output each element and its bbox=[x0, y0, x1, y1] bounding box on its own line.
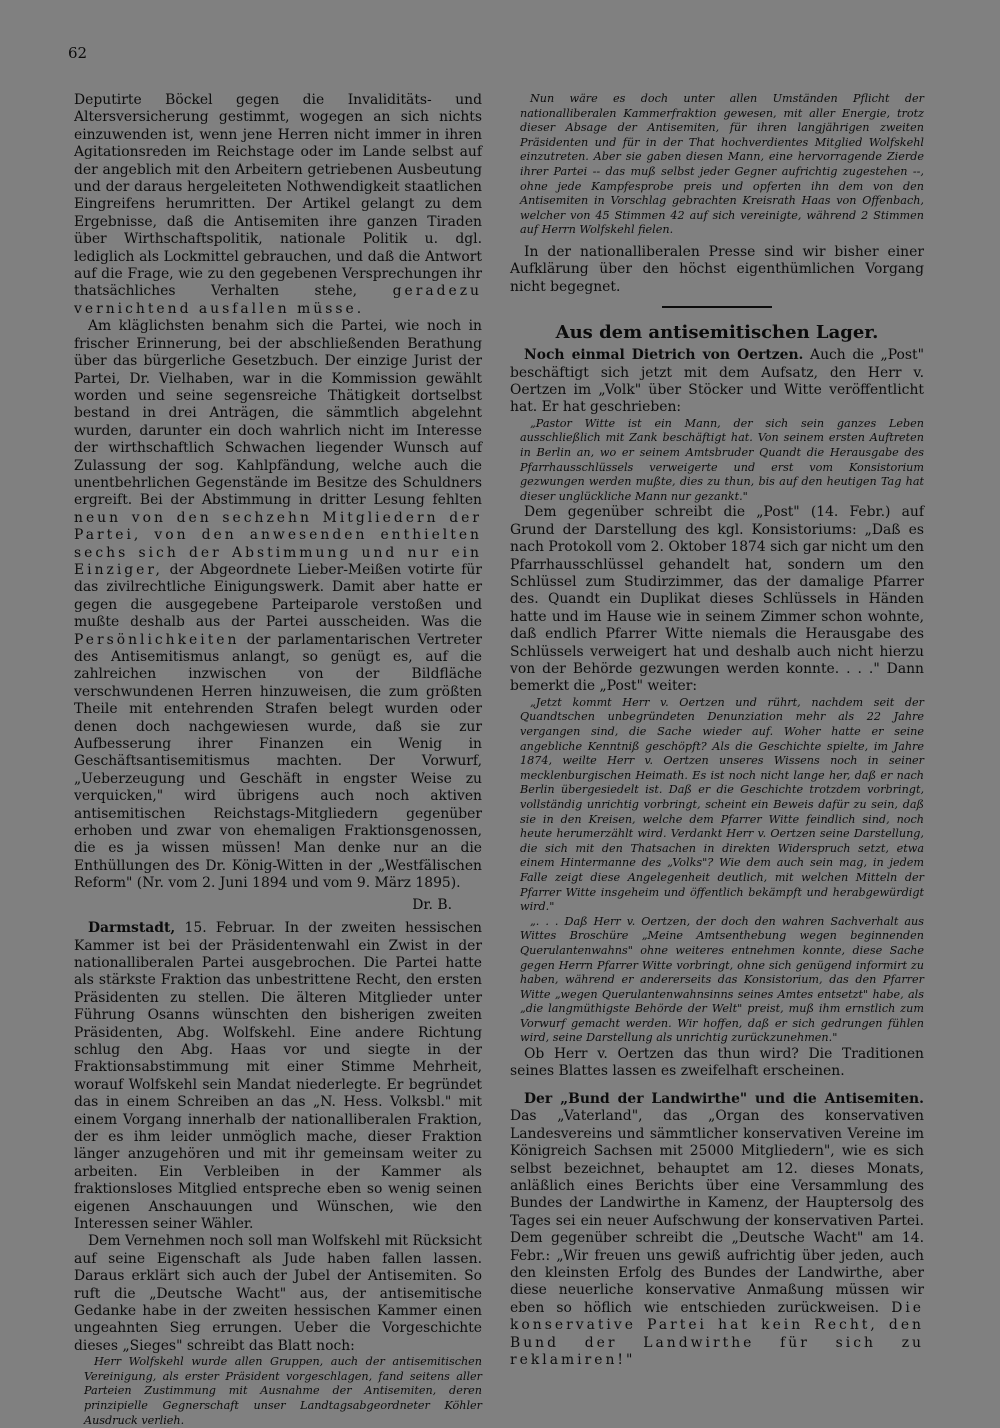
paragraph: Deputirte Böckel gegen die Invaliditäts- und Altersversicherung gestimmt, wogegen an sich nichts einzuwenden ist, wenn jene Herren nicht immer in ihren Agitationsreden im Reichstage oder im Lande selbst auf der angeblich mit den Arbeitern getriebenen Ausbeutung und der daraus hergeleiteten Nothwendigkeit staatlichen Eingreifens herumritten. Der Artikel gelangt zu dem Ergebnisse, daß die Antisemiten ihre ganzen Tiraden über Wirthschaftspolitik, nationale Politik u. dgl. lediglich als Lockmittel gebrauchen, und daß die Antwort auf die Frage, wie zu den gegebenen Versprechungen ihr thatsächliches Verhalten stehe, geradezu vernichtend ausfallen müsse. bbox=[74, 92, 482, 317]
divider bbox=[662, 306, 772, 308]
quotation: „Pastor Witte ist ein Mann, der sich sein ganzes Leben ausschließlich mit Zank beschäftigt hat. Von seinem ersten Auftreten in Berlin an, wo er seinem Amtsbruder Quandt die Herausgabe des Pfarrhausschlüssels verweigerte und erst vom Konsistorium gezwungen werden mußte, dies zu thun, bis auf den heutigen Tag hat dieser unglückliche Mann nur gezankt." bbox=[520, 416, 924, 503]
page-number: 62 bbox=[68, 44, 88, 62]
paragraph: In der nationalliberalen Presse sind wir bisher einer Aufklärung über den höchst eigenthümlichen Vorgang nicht begegnet. bbox=[510, 243, 924, 295]
paragraph: Darmstadt, 15. Februar. In der zweiten hessischen Kammer ist bei der Präsidentenwahl ein Zwist in der nationalliberalen Partei ausgebrochen. Die Partei hatte als stärkste Fraktion das unbestrittene Recht, den ersten Präsidenten zu stellen. Die älteren Mitglieder unter Führung Osanns wünschten den bisherigen zweiten Präsidenten, Abg. Wolfskehl. Eine andere Richtung schlug den Abg. Haas vor und siegte in der Fraktionsabstimmung mit einer Stimme Mehrheit, worauf Wolfskehl sein Mandat niederlegte. Er begründet das in einem Schreiben an das „N. Hess. Volksbl." mit einem Vorgang innerhalb der nationalliberalen Fraktion, der es ihm leider unmöglich mache, dieser Fraktion länger anzugehören und mit ihr gemeinsam weiter zu arbeiten. Ein Verbleiben in der Kammer als fraktionsloses Mitglied entspreche eben so wenig seinen eigenen Anschauungen und Wünschen, wie den Interessen seiner Wähler. bbox=[74, 920, 482, 1232]
paragraph: Am kläglichsten benahm sich die Partei, wie noch in frischer Erinnerung, bei der abschließenden Berathung über das bürgerliche Gesetzbuch. Der einzige Jurist der Partei, Dr. Vielhaben, war in die Kommission gewählt worden und seine segensreiche Thätigkeit dortselbst bestand in drei Anträgen, die sämmtlich abgelehnt wurden, darunter ein doch wahrlich nicht im Interesse der wirthschaftlich Schwachen liegender Wunsch auf Zulassung der sog. Kahlpfändung, welche auch die unentbehrlichen Gegenstände im Besitze des Schuldners ergreift. Bei der Abstimmung in dritter Lesung fehlten neun von den sechzehn Mitgliedern der Partei, von den anwesenden enthielten sechs sich der Abstimmung und nur ein Einziger, der Abgeordnete Lieber-Meißen votirte für das zivilrechtliche Einigungswerk. Damit aber hatte er gegen die ausgegebene Parteiparole verstoßen und mußte deshalb aus der Partei ausscheiden. Was die Persönlichkeiten der parlamentarischen Vertreter des Antisemitismus anlangt, so genügt es, auf die zahlreichen inzwischen von der Bildfläche verschwundenen Herren hinzuweisen, die zum größten Theile mit entehrenden Strafen belegt wurden oder denen doch nachgewiesen wurde, daß sie zur Aufbesserung ihrer Finanzen ein Wenig in Geschäftsantisemitismus machten. Der Vorwurf, „Ueberzeugung und Geschäft in engster Weise zu verquicken," wird übrigens auch noch aktiven antisemitischen Reichstags-Mitgliedern gegenüber erhoben und zwar von ehemaligen Fraktionsgenossen, die es ja wissen müssen! Man denke nur an die Enthüllungen des Dr. König-Witten in der „Westfälischen Reform" (Nr. vom 2. Juni 1894 und vom 9. März 1895). bbox=[74, 318, 482, 892]
section-heading: Aus dem antisemitischen Lager. bbox=[555, 322, 879, 344]
article-heading: Der „Bund der Landwirthe" und die Antisemiten. bbox=[524, 1090, 924, 1107]
article-lead: Darmstadt, bbox=[88, 920, 176, 937]
paragraph: Dem Vernehmen noch soll man Wolfskehl mit Rücksicht auf seine Eigenschaft als Jude haben fallen lassen. Daraus erklärt sich auch der Jubel der Antisemiten. So ruft die „Deutsche Wacht" aus, der antisemitische Gedanke habe in der zweiten hessischen Kammer einen ungeahnten Sieg errungen. Ueber die Vorgeschichte dieses „Sieges" schreibt das Blatt noch: bbox=[74, 1233, 482, 1354]
article-heading: Noch einmal Dietrich von Oertzen. bbox=[524, 347, 804, 364]
right-column bbox=[510, 92, 924, 1369]
quotation: Herr Wolfskehl wurde allen Gruppen, auch der antisemitischen Vereinigung, als erster Präsident vorgeschlagen, fand seitens aller Parteien Zustimmung mit Ausnahme der Antisemiten, deren prinzipielle Gegnerschaft unser Landtagsabgeordneter Köhler Ausdruck verlieh. bbox=[84, 1355, 482, 1427]
quotation: Nun wäre es doch unter allen Umständen Pflicht der nationalliberalen Kammerfraktion gewesen, mit aller Energie, trotz dieser Absage der Antisemiten, für ihren langjährigen zweiten Präsidenten und für in der That hochverdientes Mitglied Wolfskehl einzutreten. Aber sie gaben diesen Mann, eine hervorragende Zierde ihrer Partei -- das muß selbst jeder Gegner aufrichtig zugestehen --, ohne jede Kampfesprobe preis und opferten ihn dem von den Antisemiten in Vorschlag gebrachten Kreisrath Haas von Offenbach, welcher von 45 Stimmen 42 auf sich vereinigte, während 2 Stimmen auf Herrn Wolfskehl fielen. bbox=[520, 92, 924, 237]
paragraph: Ob Herr v. Oertzen das thun wird? Die Traditionen seines Blattes lassen es zweifelhaft erscheinen. bbox=[510, 1046, 924, 1080]
paragraph: Noch einmal Dietrich von Oertzen. Auch die „Post" beschäftigt sich jetzt mit dem Aufsatz, den Herr v. Oertzen im „Volk" über Stöcker und Witte veröffentlicht hat. Er hat geschrieben: bbox=[510, 347, 925, 416]
paragraph: Dem gegenüber schreibt die „Post" (14. Febr.) auf Grund der Darstellung des kgl. Konsistoriums: „Daß es nach Protokoll vom 2. Oktober 1874 sich gar nicht um den Pfarrhausschlüssel gehandelt hat, sondern um den Schlüssel zum Studirzimmer, das der damalige Pfarrer des. Quandt ein Duplikat dieses Schlüssels in Händen hatte und im Hause wie in seinem Zimmer schon wohnte, daß endlich Pfarrer Witte niemals die Herausgabe des Schlüssels verweigert hat und deshalb auch nicht hierzu von der Behörde gezwungen werden konnte. . . ." Dann bemerkt die „Post" weiter: bbox=[510, 504, 924, 695]
quotation: „Jetzt kommt Herr v. Oertzen und rührt, nachdem seit der Quandtschen unbegründeten Denunziation mehr als 22 Jahre vergangen sind, die Sache wieder auf. Woher hatte er seine angebliche Kenntniß geschöpft? Als die Geschichte spielte, im Jahre 1874, weilte Herr v. Oertzen unseres Wissens noch in seiner mecklenburgischen Heimath. Es ist noch nicht lange her, daß er nach Berlin übergesiedelt ist. Daß er die Geschichte trotzdem vorbringt, vollständig unrichtig vorbringt, scheint ein Beweis dafür zu sein, daß sie in den Kreisen, welche dem Pfarrer Witte feindlich sind, noch heute herumerzählt wird. Verdankt Herr v. Oertzen seine Darstellung, die sich mit den Thatsachen in direkten Widerspruch setzt, etwa einem Hintermanne des „Volks"? Wie dem auch sein mag, in jedem Falle zeigt diese Angelegenheit deutlich, mit welchen Mitteln der Pfarrer Witte insgeheim und öffentlich bekämpft und herabgewürdigt wird." bbox=[520, 695, 924, 914]
quotation: „. . . Daß Herr v. Oertzen, der doch den wahren Sachverhalt aus Wittes Broschüre „Meine Amtsenthebung wegen beginnenden Querulantenwahns" ohne weiteres entnehmen konnte, diese Sache gegen Herrn Pfarrer Witte vorbringt, ohne sich genügend informirt zu haben, während er andererseits das Konsistorium, das den Pfarrer Witte „wegen Querulantenwahnsinns seines Amtes entsetzt" habe, als „die langmüthigste Behörde der Welt" preist, muß ihm ernstlich zum Vorwurf gemacht werden. Wir hoffen, daß er sich gedrungen fühlen wird, seine Darstellung als unrichtig zurückzunehmen." bbox=[520, 914, 924, 1045]
left-column bbox=[74, 92, 482, 1428]
signature: Dr. B. bbox=[412, 896, 452, 913]
paragraph: Der „Bund der Landwirthe" und die Antisemiten. Das „Vaterland", das „Organ des konservativen Landesvereins und sämmtlicher konservativen Vereine im Königreich Sachsen mit 25000 Mitgliedern", wie es sich selbst bezeichnet, behauptet am 12. dieses Monats, anläßlich eines Berichts über eine Versammlung des Bundes der Landwirthe in Kamenz, der Hauptersolg des Tages sei ein neuer Aufschwung der konservativen Partei. Dem gegenüber schreibt die „Deutsche Wacht" am 14. Febr.: „Wir freuen uns gewiß aufrichtig über jeden, auch den kleinsten Erfolg des Bundes der Landwirthe, aber diese neuerliche konservative Anmaßung müssen wir eben so höflich wie entschieden zurückweisen. Die konservative Partei hat kein Recht, den Bund der Landwirthe für sich zu reklamiren!" bbox=[510, 1090, 925, 1368]
